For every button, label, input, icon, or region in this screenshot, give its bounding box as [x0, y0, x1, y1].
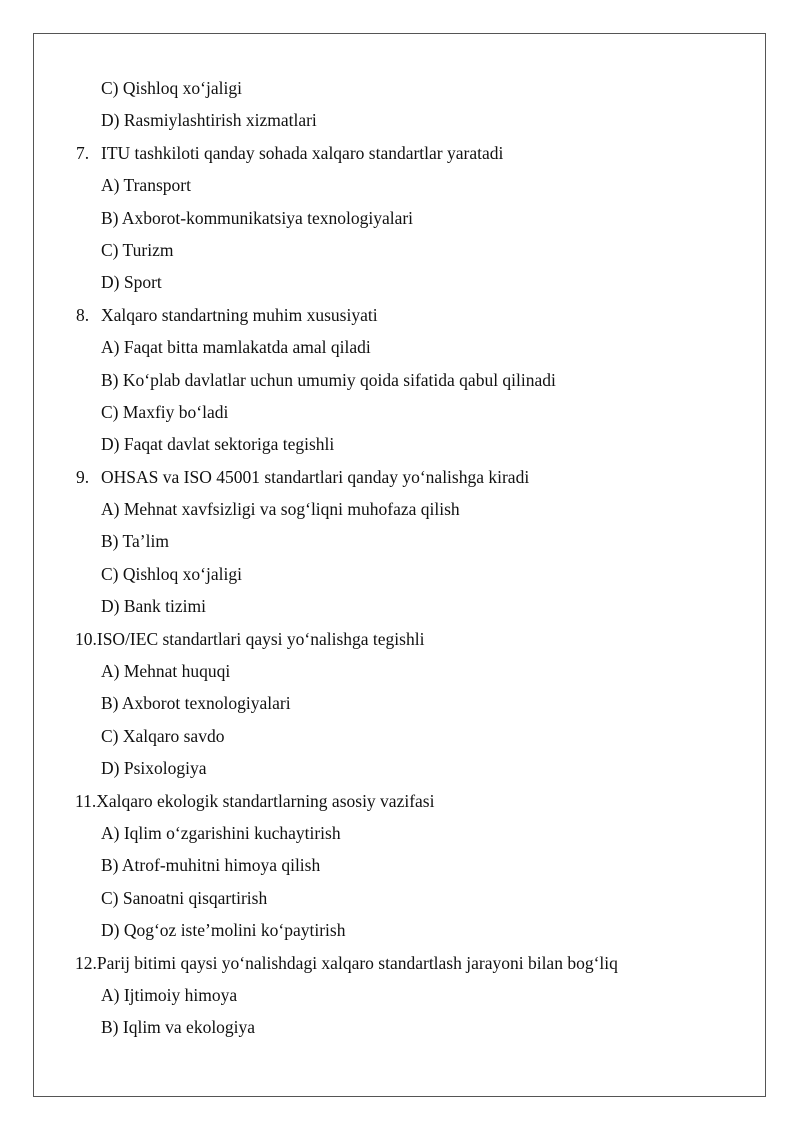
question-number: 7. [76, 142, 90, 163]
answer-option: C) Qishloq xo‘jaligi [101, 78, 242, 98]
question [0, 623, 800, 655]
answer-option: A) Iqlim o‘zgarishini kuchaytirish [101, 822, 341, 843]
answer-option: B) Iqlim va ekologiya [101, 1017, 256, 1038]
answer-option: C) Turizm [101, 239, 174, 260]
answer-option: C) Sanoatni qisqartirish [101, 887, 268, 908]
question-text: ISO/IEC standartlari qaysi yo‘nalishga tegishli [96, 628, 425, 649]
question-number: 12. [75, 952, 97, 973]
answer-option: D) Psixologiya [101, 758, 207, 779]
answer-option: B) Atrof-muhitni himoya qilish [101, 855, 321, 876]
question-text: Xalqaro ekologik standartlarning asosiy vazifasi [96, 790, 435, 811]
answer-option: A) Mehnat xavfsizligi va sog‘liqni muhofaza qilish [101, 499, 460, 520]
question [0, 785, 800, 817]
answer-option: A) Faqat bitta mamlakatda amal qiladi [101, 337, 371, 358]
answer-option: D) Qog‘oz iste’molini ko‘paytirish [101, 920, 346, 941]
question-number: 11. [75, 790, 97, 811]
answer-option: D) Bank tizimi [101, 596, 206, 617]
question [0, 947, 800, 979]
answer-option: A) Mehnat huquqi [101, 661, 231, 682]
answer-option: D) Rasmiylashtirish xizmatlari [101, 110, 317, 131]
question-text: ITU tashkiloti qanday sohada xalqaro standartlar yaratadi [101, 142, 504, 163]
answer-option: D) Faqat davlat sektoriga tegishli [101, 434, 335, 455]
question [0, 461, 800, 493]
answer-option: B) Axborot texnologiyalari [101, 693, 291, 714]
answer-option: A) Transport [101, 175, 191, 196]
question-text: Parij bitimi qaysi yo‘nalishdagi xalqaro standartlash jarayoni bilan bog‘liq [96, 952, 618, 973]
question-text: Xalqaro standartning muhim xususiyati [101, 304, 378, 325]
question [0, 299, 800, 331]
question-text: OHSAS va ISO 45001 standartlari qanday yo‘nalishga kiradi [101, 466, 530, 487]
answer-option: B) Axborot-kommunikatsiya texnologiyalari [101, 207, 414, 228]
question [0, 137, 800, 169]
question-number: 10. [75, 628, 97, 649]
question-number: 8. [76, 304, 90, 325]
answer-option: C) Maxfiy bo‘ladi [101, 401, 229, 422]
answer-option: B) Ko‘plab davlatlar uchun umumiy qoida sifatida qabul qilinadi [101, 369, 556, 390]
answer-option: C) Xalqaro savdo [101, 725, 225, 746]
answer-option: A) Ijtimoiy himoya [101, 984, 238, 1005]
answer-option: C) Qishloq xo‘jaligi [101, 563, 242, 584]
answer-option: B) Ta’lim [101, 531, 169, 552]
answer-option: D) Sport [101, 272, 162, 293]
question-number: 9. [76, 466, 90, 487]
quiz-content [0, 72, 800, 1044]
